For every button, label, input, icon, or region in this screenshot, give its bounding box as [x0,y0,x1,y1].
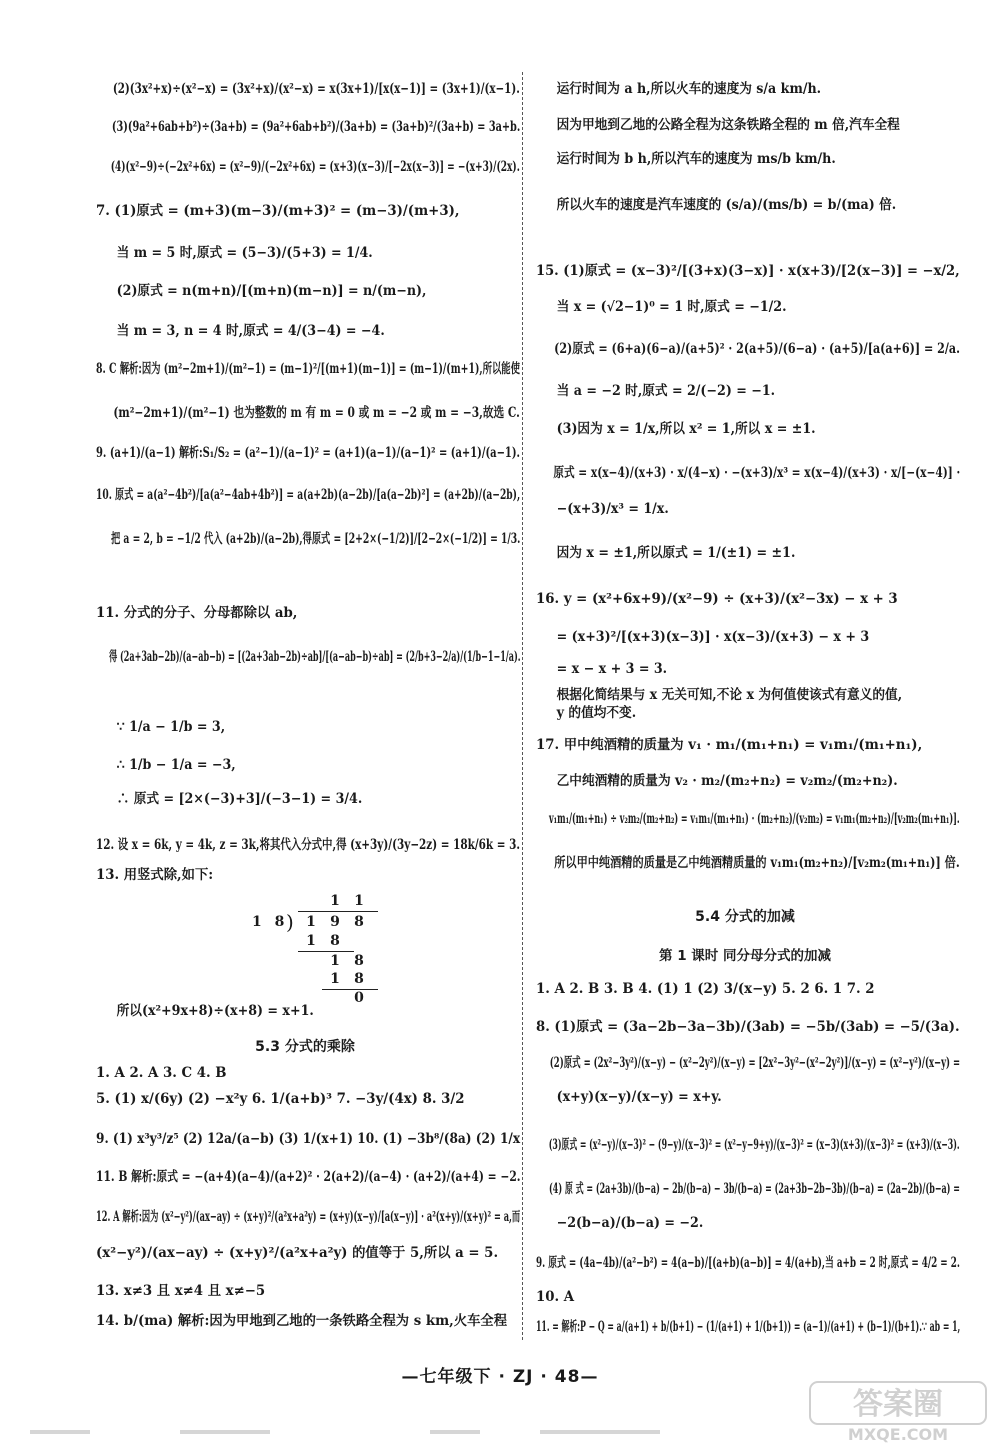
final-remainder: 0 [354,990,364,1006]
watermark-logo [808,1378,988,1444]
product-digit: 1 [330,971,340,987]
left-column-line: (2)原式 = n(m+n)/[(m+n)(m−n)] = n/(m−n), [116,283,427,299]
left-column-line: 5. (1) x/(6y) (2) −x²y 6. 1/(a+b)³ 7. −3y/(4x) 8. 3/2 [96,1091,465,1107]
section-heading-5-3: 5.3 分式的乘除 [255,1039,355,1055]
left-column-line: 14. b/(ma) 解析:因为甲地到乙地的一条铁路全程为 s km,火车全程 [96,1313,508,1329]
right-column-line: 9. 原式 = (4a−4b)/(a²−b²) = 4(a−b)/[(a+b)(a−b)] = 4/(a+b),当 a+b = 2 时,原式 = 4/2 = 2. [536,1255,960,1271]
left-column-line: 11. B 解析:原式 = −(a+4)(a−4)/(a+2)² · 2(a+2)/(a−4) · (a+2)/(a+4) = −2. [96,1169,521,1185]
right-column-line: 因为甲地到乙地的公路全程为这条铁路全程的 m 倍,汽车全程 [556,117,900,133]
left-column-line: (2)(3x²+x)÷(x²−x) = (3x²+x)/(x²−x) = x(3x+1)/[x(x−1)] = (3x+1)/(x−1). [112,81,520,97]
left-column-line: 得 (2a+3ab−2b)/(a−ab−b) = [(2a+3ab−2b)÷ab]/[(a−ab−b)÷ab] = (2/b+3−2/a)/(1/b−1−1/a). [109,649,521,665]
dividend-digit: 8 [354,914,364,930]
right-column-line: 8. (1)原式 = (3a−2b−3a−3b)/(3ab) = −5b/(3ab) = −5/(3a). [536,1019,960,1035]
page-footer: —七年级下 · ZJ · 48— [401,1367,599,1387]
dividend-digit: 1 [306,914,316,930]
left-column-line: 当 m = 5 时,原式 = (5−3)/(5+3) = 1/4. [116,245,373,261]
left-column-line: (3)(9a²+6ab+b²)÷(3a+b) = (9a²+6ab+b²)/(3a+b) = (3a+b)²/(3a+b) = 3a+b. [111,119,521,135]
left-column-line: 11. 分式的分子、分母都除以 ab, [96,605,298,621]
left-column-line: 12. A 解析:因为 (x²−y²)/(ax−ay) ÷ (x+y)²/(a²x+a²y) = (x+y)(x−y)/[a(x−y)] · a²(x+y)/(x+y)² = a,而 [96,1209,521,1225]
right-column-line: y 的值均不变. [556,705,637,721]
lesson-heading: 第 1 课时 同分母分式的加减 [659,948,831,964]
left-column-line: 1. A 2. A 3. C 4. B [96,1065,227,1081]
right-column-line: −2(b−a)/(b−a) = −2. [556,1215,704,1231]
right-column-line: 运行时间为 a h,所以火车的速度为 s/a km/h. [556,81,822,97]
right-column-line: 15. (1)原式 = (x−3)²/[(3+x)(3−x)] · x(x+3)/[2(x−3)] = −x/2, [536,263,960,279]
right-column-line: 17. 甲中纯酒精的质量为 v₁ · m₁/(m₁+n₁) = v₁m₁/(m₁+n₁), [536,737,923,753]
left-column-line: 12. 设 x = 6k, y = 4k, z = 3k,将其代入分式中,得 (x+3y)/(3y−2z) = 18k/6k = 3. [96,837,521,853]
right-column-line: 16. y = (x²+6x+9)/(x²−9) ÷ (x+3)/(x²−3x) − x + 3 [536,591,898,607]
right-column-line: 11. = 解析:P − Q = a/(a+1) + b/(b+1) − (1/(a+1) + 1/(b+1)) = (a−1)/(a+1) + (b−1)/(b+1).∵ ab = 1, [536,1319,961,1335]
left-column-line: ∴ 1/b − 1/a = −3, [116,757,236,773]
right-column-line: (2)原式 = (6+a)(6−a)/(a+5)² · 2(a+5)/(6−a) · (a+5)/[a(a+6)] = 2/a. [554,341,960,357]
quotient-digit: 1 [354,893,364,909]
left-column-line: 9. (a+1)/(a−1) 解析:S₁/S₂ = (a²−1)/(a−1)² = (a+1)(a−1)/(a−1)² = (a+1)/(a−1). [96,445,520,461]
right-column-line: (2)原式 = (2x²−3y²)/(x−y) − (x²−2y²)/(x−y) = [2x²−3y²−(x²−2y²)]/(x−y) = (x²−y²)/(x−y) = [549,1055,961,1071]
remainder-digit: 1 [330,953,340,969]
left-column-line: 10. 原式 = a(a²−4b²)/[a(a²−4ab+4b²)] = a(a+2b)(a−2b)/[a(a−2b)²] = (a+2b)/(a−2b), [96,487,521,503]
left-column-line: 13. x≠3 且 x≠4 且 x≠−5 [96,1283,266,1299]
remainder-digit: 8 [354,953,364,969]
right-column-line: (x+y)(x−y)/(x−y) = x+y. [556,1089,722,1105]
right-column-line: 因为 x = ±1,所以原式 = 1/(±1) = ±1. [556,545,796,561]
product-digit: 8 [354,971,364,987]
right-column-line: = x − x + 3 = 3. [556,661,668,677]
section-heading-5-4: 5.4 分式的加减 [695,909,795,925]
column-divider [522,72,523,1340]
left-column-line: ∴ 原式 = [2×(−3)+3]/(−3−1) = 3/4. [116,791,363,807]
left-column-line: 把 a = 2, b = −1/2 代入 (a+2b)/(a−2b),得原式 = [2+2×(−1/2)]/[2−2×(−1/2)] = 1/3. [111,531,521,547]
quotient-digit: 1 [330,893,340,909]
left-column-line: 8. C 解析:因为 (m²−2m+1)/(m²−1) = (m−1)²/[(m+1)(m−1)] = (m−1)/(m+1),所以能使 [96,361,520,377]
long-division: 1 1 1 8 ) 1 9 8 1 8 1 8 1 8 0 [250,893,380,1003]
right-column-line: 运行时间为 b h,所以汽车的速度为 ms/b km/h. [556,151,836,167]
product-digit: 8 [330,933,340,949]
dividend-digit: 9 [330,914,340,930]
left-column-line: (m²−2m+1)/(m²−1) 也为整数的 m 有 m = 0 或 m = −2 或 m = −3,故选 C. [113,405,520,421]
right-column-line: 当 x = (√2−1)⁰ = 1 时,原式 = −1/2. [556,299,787,315]
left-column-line: 当 m = 3, n = 4 时,原式 = 4/(3−4) = −4. [116,323,385,339]
right-column-line: v₁m₁/(m₁+n₁) ÷ v₂m₂/(m₂+n₂) = v₁m₁/(m₁+n₁) · (m₂+n₂)/(v₂m₂) = v₁m₁(m₂+n₂)/[v₂m₂(m₁+n₁)]. [549,811,960,827]
svg-text:答案圈: 答案圈 [853,1387,943,1422]
left-column-line: 13. 用竖式除,如下: [96,867,214,883]
left-column-line: ∵ 1/a − 1/b = 3, [116,719,226,735]
left-column-line: 9. (1) x³y³/z⁵ (2) 12a/(a−b) (3) 1/(x+1) 10. (1) −3b⁸/(8a) (2) 1/x [96,1131,521,1147]
left-column-line: 所以(x²+9x+8)÷(x+8) = x+1. [116,1003,314,1019]
right-column-line: 1. A 2. B 3. B 4. (1) 1 (2) 3/(x−y) 5. 2 6. 1 7. 2 [536,981,875,997]
right-column-line: = (x+3)²/[(x+3)(x−3)] · x(x−3)/(x+3) − x + 3 [556,629,870,645]
right-column-line: 所以甲中纯酒精的质量是乙中纯酒精质量的 v₁m₁(m₂+n₂)/[v₂m₂(m₁+n₁)] 倍. [554,855,960,871]
product-digit: 1 [306,933,316,949]
divisor: 1 8 [252,914,289,930]
left-column-line: (x²−y²)/(ax−ay) ÷ (x+y)²/(a²x+a²y) 的值等于 5,所以 a = 5. [96,1245,499,1261]
right-column-line: 原式 = x(x−4)/(x+3) · x/(4−x) · −(x+3)/x³ = x(x−4)/(x+3) · x/[−(x−4)] · [553,465,961,481]
right-column-line: −(x+3)/x³ = 1/x. [556,501,669,517]
right-column-line: 当 a = −2 时,原式 = 2/(−2) = −1. [556,383,776,399]
svg-text:MXQE.COM: MXQE.COM [847,1425,949,1444]
right-column-line: (3)原式 = (x²−y)/(x−3)² − (9−y)/(x−3)² = (x²−y−9+y)/(x−3)² = (x−3)(x+3)/(x−3)² = (x+3)/(x−3). [548,1137,960,1153]
right-column-line: 10. A [536,1289,575,1305]
right-column-line: 所以火车的速度是汽车速度的 (s/a)/(ms/b) = b/(ma) 倍. [556,197,897,213]
right-column-line: (4) 原 式 = (2a+3b)/(b−a) − 2b/(b−a) − 3b/(b−a) = (2a+3b−2b−3b)/(b−a) = (2a−2b)/(b−a) = [549,1181,960,1197]
right-column-line: 根据化简结果与 x 无关可知,不论 x 为何值使该式有意义的值, [556,687,903,703]
left-column-line: (4)(x²−9)÷(−2x²+6x) = (x²−9)/(−2x²+6x) = (x+3)(x−3)/[−2x(x−3)] = −(x+3)/(2x). [110,159,520,175]
right-column-line: (3)因为 x = 1/x,所以 x² = 1,所以 x = ±1. [556,421,816,437]
left-column-line: 7. (1)原式 = (m+3)(m−3)/(m+3)² = (m−3)/(m+3), [96,203,460,219]
right-column-line: 乙中纯酒精的质量为 v₂ · m₂/(m₂+n₂) = v₂m₂/(m₂+n₂). [556,773,898,789]
